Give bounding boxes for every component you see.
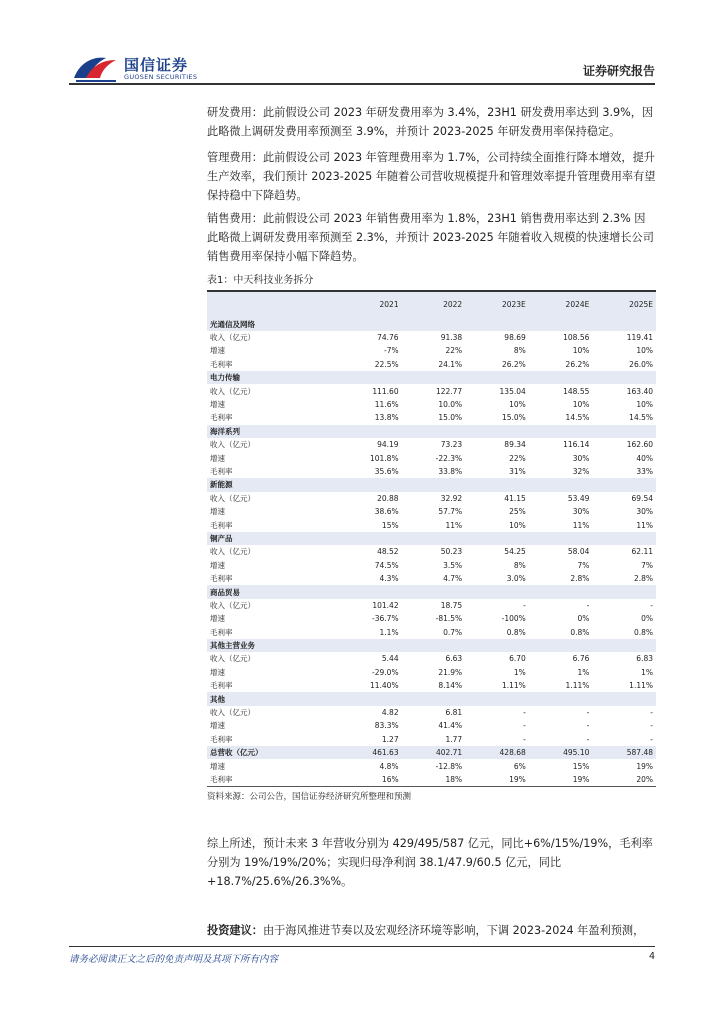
table-cell — [465, 585, 529, 598]
table-cell — [592, 318, 656, 331]
table-cell: 119.41 — [626, 333, 653, 343]
table-cell: 15.0% — [501, 413, 526, 423]
row-label: 增速 — [210, 721, 225, 731]
table-cell: 62.11 — [631, 547, 653, 557]
year-header: 2021 — [338, 292, 402, 318]
header-divider — [69, 83, 655, 85]
table-cell: 10.0% — [438, 400, 463, 410]
table-cell — [465, 371, 529, 384]
table-cell: 2.8% — [570, 574, 590, 584]
table-cell: - — [523, 734, 526, 744]
table-header-blank — [207, 292, 338, 318]
row-label: 海洋系列 — [207, 425, 338, 438]
table-cell: 16% — [381, 774, 399, 784]
table-cell — [465, 425, 529, 438]
table-cell — [402, 532, 466, 545]
row-label: 收入（亿元） — [210, 600, 255, 610]
year-header: 2022 — [402, 292, 466, 318]
table-cell — [338, 585, 402, 598]
segment-header-row — [207, 371, 656, 384]
table-cell: 69.54 — [631, 493, 653, 503]
table-row — [207, 465, 656, 478]
table-cell — [402, 318, 466, 331]
table-cell: 58.04 — [567, 547, 590, 557]
table-cell — [338, 692, 402, 705]
table-cell: 74.5% — [374, 560, 399, 570]
segment-header-row — [207, 425, 656, 438]
paragraph-label: 投资建议： — [207, 924, 263, 937]
table-cell: 6% — [513, 761, 526, 771]
table-cell: 11% — [572, 520, 590, 530]
table-cell — [465, 692, 529, 705]
table-cell: 0.7% — [443, 627, 463, 637]
table-cell: 18.75 — [440, 600, 463, 610]
table-cell: -36.7% — [372, 614, 399, 624]
table-row — [207, 773, 656, 786]
table-cell — [402, 371, 466, 384]
segment-header-row — [207, 692, 656, 705]
table-cell: - — [523, 600, 526, 610]
table-cell: 48.52 — [377, 547, 399, 557]
table-cell: 1% — [577, 667, 590, 677]
paragraph-admin-expense — [207, 148, 656, 205]
row-label: 毛利率 — [210, 413, 233, 423]
table-cell: 0.8% — [633, 627, 653, 637]
business-breakdown-table-block — [207, 273, 656, 802]
paragraph-rd-expense — [207, 103, 656, 141]
total-revenue-row — [207, 746, 656, 759]
table-cell: 32.92 — [440, 493, 463, 503]
table-cell: 122.77 — [435, 386, 463, 396]
table-cell: 10% — [636, 346, 653, 356]
paragraph-investment-advice — [207, 921, 656, 940]
table-cell — [465, 318, 529, 331]
table-cell: 57.7% — [438, 507, 463, 517]
table-cell: 91.38 — [440, 333, 463, 343]
row-label: 增速 — [210, 560, 225, 570]
table-cell: 30% — [572, 453, 590, 463]
table-cell: 6.63 — [445, 654, 463, 664]
table-cell: - — [586, 721, 590, 731]
table-cell — [592, 692, 656, 705]
row-label: 收入（亿元） — [210, 333, 255, 343]
table-cell: 33% — [636, 466, 653, 476]
row-label: 增速 — [210, 507, 225, 517]
table-cell: 22% — [509, 453, 526, 463]
table-cell: 7% — [641, 560, 653, 570]
table-cell: 15% — [381, 520, 399, 530]
row-label: 增速 — [210, 761, 225, 771]
row-label: 毛利率 — [210, 574, 233, 584]
row-label: 收入（亿元） — [210, 654, 255, 664]
table-cell: 1% — [641, 667, 653, 677]
table-cell — [338, 425, 402, 438]
table-cell — [529, 478, 593, 491]
table-cell — [465, 532, 529, 545]
table-cell: 402.71 — [402, 746, 466, 759]
table-cell: 22% — [445, 346, 463, 356]
table-cell: 6.70 — [509, 654, 526, 664]
table-cell: 10% — [509, 400, 526, 410]
table-cell: 25% — [509, 507, 526, 517]
table-row — [207, 612, 656, 625]
segment-header-row — [207, 318, 656, 331]
paragraph-text: 由于海风推进节奏以及宏观经济环境等影响，下调 2023-2024 年盈利预测， — [262, 924, 645, 937]
table-row — [207, 733, 656, 746]
table-cell: - — [650, 600, 653, 610]
table-cell: 0.8% — [570, 627, 590, 637]
table-cell: - — [586, 600, 590, 610]
row-label: 电力传输 — [207, 371, 338, 384]
table-cell: -12.8% — [435, 761, 463, 771]
row-label: 毛利率 — [210, 734, 233, 744]
table-cell — [402, 478, 466, 491]
row-label: 毛利率 — [210, 627, 233, 637]
table-cell: 0.8% — [506, 627, 526, 637]
table-cell: 41.15 — [504, 493, 526, 503]
paragraph-label: 管理费用： — [207, 151, 263, 164]
table-cell: 35.6% — [374, 466, 399, 476]
table-cell: - — [586, 708, 590, 718]
table-cell: 20% — [636, 774, 653, 784]
table-cell: 89.34 — [504, 440, 526, 450]
footer-disclaimer: 请务必阅读正文之后的免责声明及其项下所有内容 — [69, 954, 279, 965]
year-header: 2025E — [592, 292, 656, 318]
table-cell: 73.23 — [440, 440, 463, 450]
table-row — [207, 384, 656, 397]
table-cell: 1.1% — [379, 627, 399, 637]
table-cell — [529, 371, 593, 384]
table-cell: 15.0% — [438, 413, 463, 423]
table-cell: 0% — [641, 614, 653, 624]
table-cell: - — [586, 734, 590, 744]
table-cell: 33.8% — [438, 466, 463, 476]
table-cell: 3.0% — [506, 574, 526, 584]
page-header — [0, 0, 724, 90]
row-label: 毛利率 — [210, 681, 233, 691]
table-cell: 19% — [572, 774, 590, 784]
row-label: 毛利率 — [210, 359, 233, 369]
table-cell: 6.83 — [636, 654, 653, 664]
table-cell: 1.11% — [501, 681, 526, 691]
table-cell: 30% — [572, 507, 590, 517]
table-cell: 8% — [513, 346, 526, 356]
table-cell — [592, 639, 656, 652]
table-cell — [338, 639, 402, 652]
paragraph-sales-expense — [207, 209, 656, 266]
table-cell: 19% — [509, 774, 526, 784]
segment-header-row — [207, 532, 656, 545]
table-row — [207, 545, 656, 558]
paragraph-text: 此前假设公司 2023 年研发费用率为 3.4%，23H1 研发费用率达到 3.9%，因此略微上调研发费用率预测至 3.9%，并预计 2023-2025 年研发费用率保持稳定。 — [207, 106, 654, 138]
table-row — [207, 559, 656, 572]
table-row — [207, 344, 656, 357]
table-cell: 14.5% — [565, 413, 590, 423]
segment-header-row — [207, 478, 656, 491]
row-label: 铜产品 — [207, 532, 338, 545]
table-cell: 116.14 — [563, 440, 590, 450]
table-cell: 11.6% — [374, 400, 399, 410]
table-cell — [529, 692, 593, 705]
table-row — [207, 411, 656, 424]
table-cell — [338, 371, 402, 384]
segment-header-row — [207, 639, 656, 652]
table-cell — [529, 639, 593, 652]
table-cell: 10% — [509, 520, 526, 530]
table-bottom-rule — [207, 786, 656, 787]
table-cell: 163.40 — [626, 386, 653, 396]
table-header-row — [207, 292, 656, 318]
table-cell: - — [523, 708, 526, 718]
table-cell: 11% — [445, 520, 463, 530]
table-row — [207, 518, 656, 531]
table-cell: 1.77 — [445, 734, 463, 744]
table-cell — [338, 478, 402, 491]
table-cell: 3.5% — [443, 560, 463, 570]
guosen-logo-icon — [72, 52, 120, 84]
table-cell: -7% — [383, 346, 399, 356]
table-row — [207, 505, 656, 518]
table-cell: 6.76 — [572, 654, 590, 664]
table-cell: 10% — [572, 400, 590, 410]
table-cell: 40% — [636, 453, 653, 463]
table-row — [207, 599, 656, 612]
table-cell: 31% — [509, 466, 526, 476]
table-cell: 13.8% — [374, 413, 399, 423]
table-cell: 19% — [636, 761, 653, 771]
row-label: 收入（亿元） — [210, 493, 255, 503]
table-cell: 10% — [572, 346, 590, 356]
table-cell: 11.40% — [369, 681, 399, 691]
row-label: 光通信及网络 — [207, 318, 338, 331]
business-breakdown-table — [207, 292, 656, 787]
table-cell: 587.48 — [592, 746, 656, 759]
table-cell — [529, 532, 593, 545]
table-cell: 26.2% — [565, 359, 590, 369]
table-cell: 495.10 — [529, 746, 593, 759]
table-cell: 1.11% — [629, 681, 653, 691]
row-label: 收入（亿元） — [210, 547, 255, 557]
table-cell: 0% — [577, 614, 590, 624]
table-cell: -29.0% — [372, 667, 399, 677]
table-row — [207, 759, 656, 772]
table-cell: 4.82 — [381, 708, 399, 718]
table-cell: - — [523, 721, 526, 731]
table-row — [207, 706, 656, 719]
table-cell: 20.88 — [377, 493, 399, 503]
table-cell: - — [650, 734, 653, 744]
table-cell: - — [650, 708, 653, 718]
table-cell — [402, 692, 466, 705]
table-row — [207, 719, 656, 732]
table-cell: 38.6% — [374, 507, 399, 517]
row-label: 增速 — [210, 614, 225, 624]
table-cell: 22.5% — [374, 359, 399, 369]
table-cell: 54.25 — [504, 547, 526, 557]
table-cell: 4.7% — [443, 574, 463, 584]
page-number: 4 — [648, 951, 655, 962]
table-cell: 1.11% — [565, 681, 590, 691]
paragraph-label: 研发费用： — [207, 106, 263, 119]
table-cell: 14.5% — [629, 413, 653, 423]
table-cell: 5.44 — [381, 654, 399, 664]
table-cell — [402, 425, 466, 438]
table-cell — [529, 425, 593, 438]
table-cell: -100% — [501, 614, 526, 624]
paragraph-text: 此前假设公司 2023 年销售费用率为 1.8%，23H1 销售费用率达到 2.3% 因此略微上调研发费用率预测至 2.3%，并预计 2023-2025 年随着收入规模的快速增长公司销售费用率保持小幅下降趋势。 — [207, 212, 654, 263]
table-cell: 7% — [577, 560, 590, 570]
table-row — [207, 331, 656, 344]
table-cell: 32% — [572, 466, 590, 476]
table-cell: 26.0% — [629, 359, 653, 369]
table-cell: 94.19 — [377, 440, 399, 450]
table-cell — [529, 585, 593, 598]
table-cell: 53.49 — [567, 493, 590, 503]
table-cell: 15% — [572, 761, 590, 771]
table-row — [207, 572, 656, 585]
table-cell — [592, 585, 656, 598]
table-cell: 26.2% — [501, 359, 526, 369]
table-cell: 21.9% — [438, 667, 463, 677]
table-cell: 30% — [636, 507, 653, 517]
table-cell — [465, 478, 529, 491]
table-cell: 11% — [636, 520, 653, 530]
row-label: 新能源 — [207, 478, 338, 491]
table-cell: 83.3% — [374, 721, 399, 731]
row-label: 其他主营业务 — [207, 639, 338, 652]
table-cell: 108.56 — [563, 333, 590, 343]
paragraph-summary — [207, 834, 656, 891]
table-caption: 表1：中天科技业务拆分 — [207, 275, 314, 286]
table-cell: 135.04 — [499, 386, 526, 396]
table-row — [207, 666, 656, 679]
table-cell: 41.4% — [438, 721, 463, 731]
row-label: 收入（亿元） — [210, 440, 255, 450]
paragraph-text: 综上所述，预计未来 3 年营收分别为 429/495/587 亿元，同比+6%/15%/19%，毛利率分别为 19%/19%/20%；实现归母净利润 38.1/47.9/60.5 亿元，同比+18.7%/25.6%/26.3%%。 — [207, 837, 653, 888]
table-cell: 162.60 — [626, 440, 653, 450]
table-cell — [529, 318, 593, 331]
table-row — [207, 625, 656, 638]
paragraph-text: 此前假设公司 2023 年管理费用率为 1.7%，公司持续全面推行降本增效，提升生产效率，我们预计 2023-2025 年随着公司营收规模提升和管理效率提升管理费用率有望保持稳中下降趋势。 — [207, 151, 656, 202]
row-label: 增速 — [210, 400, 225, 410]
paragraph-label: 销售费用： — [207, 212, 263, 225]
table-cell: 428.68 — [465, 746, 529, 759]
table-cell: 6.81 — [445, 708, 463, 718]
table-cell: 10% — [636, 400, 653, 410]
table-cell: 1% — [513, 667, 526, 677]
table-row — [207, 652, 656, 665]
footer-divider — [69, 946, 655, 947]
table-cell — [592, 532, 656, 545]
table-cell — [592, 371, 656, 384]
row-label: 增速 — [210, 453, 225, 463]
table-cell: 50.23 — [440, 547, 463, 557]
table-cell — [338, 318, 402, 331]
guosen-logo — [72, 52, 202, 86]
row-label: 收入（亿元） — [210, 708, 255, 718]
year-header: 2023E — [465, 292, 529, 318]
row-label: 增速 — [210, 346, 225, 356]
table-cell — [465, 639, 529, 652]
table-row — [207, 492, 656, 505]
row-label: 毛利率 — [210, 774, 233, 784]
table-row — [207, 451, 656, 464]
table-source: 资料来源：公司公告，国信证券经济研究所整理和预测 — [207, 792, 412, 803]
table-cell: 8.14% — [438, 681, 463, 691]
table-row — [207, 438, 656, 451]
segment-header-row — [207, 585, 656, 598]
table-cell: -81.5% — [435, 614, 463, 624]
table-cell: 18% — [445, 774, 463, 784]
logo-chinese-name: 国信证券 — [124, 56, 189, 74]
table-cell: 2.8% — [633, 574, 653, 584]
table-cell — [402, 585, 466, 598]
table-cell: 461.63 — [338, 746, 402, 759]
table-cell: 1.27 — [381, 734, 399, 744]
table-cell: 101.42 — [372, 600, 399, 610]
table-row — [207, 358, 656, 371]
table-row — [207, 398, 656, 411]
row-label: 增速 — [210, 667, 225, 677]
table-cell — [592, 478, 656, 491]
logo-english-name: GUOSEN SECURITIES — [124, 73, 198, 81]
table-cell: 8% — [513, 560, 526, 570]
table-cell: 101.8% — [369, 453, 399, 463]
report-type: 证券研究报告 — [582, 64, 655, 78]
table-cell: - — [650, 721, 653, 731]
row-label: 其他 — [207, 692, 338, 705]
table-cell: 4.8% — [379, 761, 399, 771]
table-cell: 4.3% — [379, 574, 399, 584]
table-cell: 98.69 — [504, 333, 526, 343]
year-header: 2024E — [529, 292, 593, 318]
table-cell: 74.76 — [377, 333, 399, 343]
row-label: 毛利率 — [210, 520, 233, 530]
row-label: 商品贸易 — [207, 585, 338, 598]
row-label: 总营收（亿元） — [207, 746, 338, 759]
table-cell — [338, 532, 402, 545]
row-label: 毛利率 — [210, 466, 233, 476]
table-body — [207, 292, 656, 787]
row-label: 收入（亿元） — [210, 386, 255, 396]
table-row — [207, 679, 656, 692]
table-cell: 148.55 — [563, 386, 590, 396]
table-cell: 24.1% — [438, 359, 463, 369]
table-cell — [402, 639, 466, 652]
table-cell: -22.3% — [435, 453, 463, 463]
table-cell: 111.60 — [372, 386, 399, 396]
table-cell — [592, 425, 656, 438]
